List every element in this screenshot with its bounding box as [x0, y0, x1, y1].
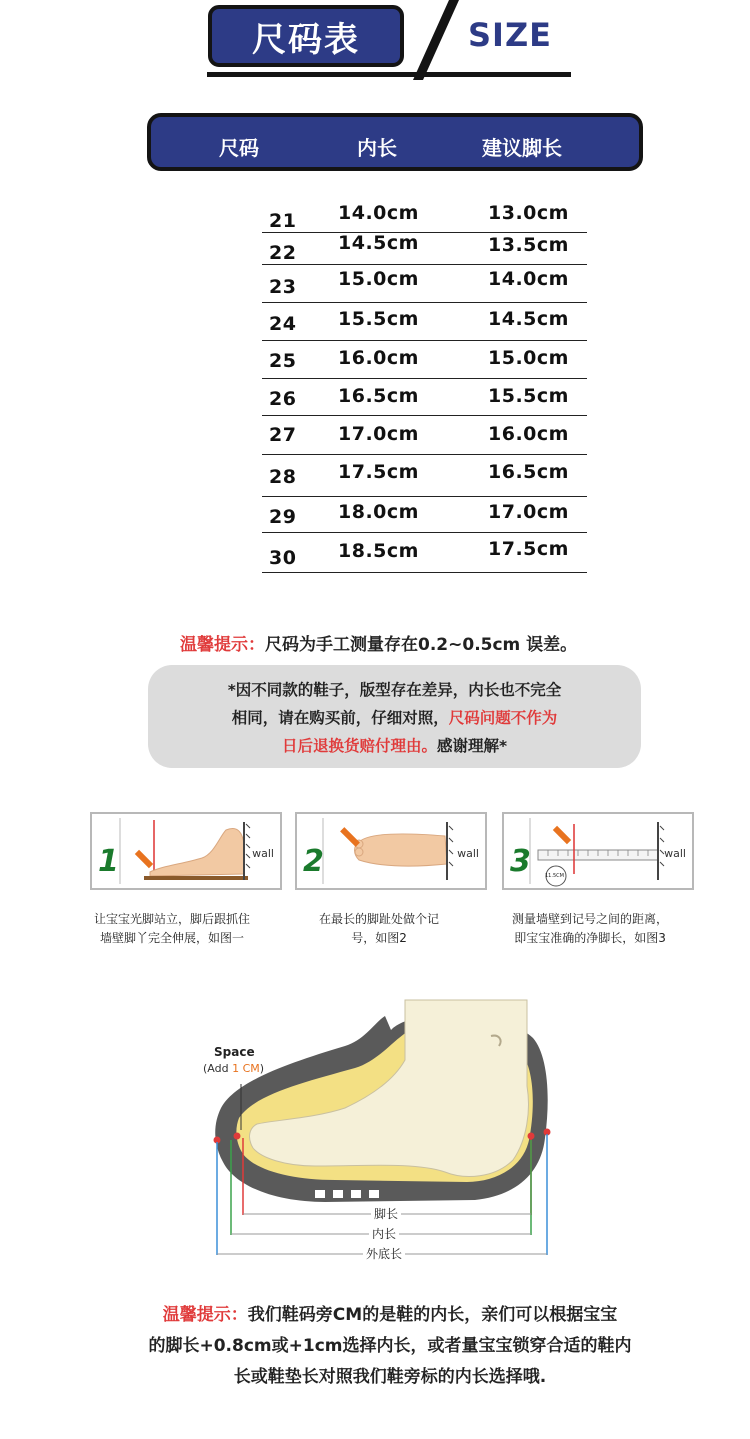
step-1-caption-line-1: 让宝宝光脚站立，脚后跟抓住 [94, 912, 251, 926]
table-row [262, 232, 587, 265]
size-cell: 23 [269, 276, 297, 298]
size-cell: 29 [269, 506, 297, 528]
size-cell: 28 [269, 466, 297, 488]
col-header-foot-length: 建议脚长 [482, 136, 562, 160]
table-row [262, 264, 587, 303]
header-title-zh: 尺码表 [252, 19, 360, 60]
size-table-header [147, 113, 643, 171]
foot-length-cell: 17.5cm [488, 538, 569, 560]
table-row [262, 415, 587, 455]
foot-length-cell: 15.0cm [488, 347, 569, 369]
inner-length-label: 内长 [369, 1225, 399, 1242]
wall-label: wall [664, 847, 686, 860]
inner-length-cell: 15.0cm [338, 268, 419, 290]
tip-label: 温馨提示： [180, 635, 265, 655]
table-row [262, 532, 587, 573]
col-header-inner-length: 内长 [357, 136, 397, 160]
table-row [262, 496, 587, 533]
measurement-tip [180, 630, 577, 655]
inner-length-cell: 18.5cm [338, 540, 419, 562]
shoe-cross-section-diagram [195, 990, 565, 1265]
step-1-caption [94, 910, 250, 948]
notice-line-1: *因不同款的鞋子，版型存在差异，内长也不完全 [227, 681, 562, 699]
step-1-panel [90, 812, 282, 890]
table-row [262, 340, 587, 379]
foot-length-label: 脚长 [371, 1205, 401, 1222]
inner-length-cell: 17.5cm [338, 461, 419, 483]
notice-line-3-warning: 日后退换货赔付理由。 [281, 737, 437, 755]
tip-text: 尺码为手工测量存在0.2~0.5cm 误差。 [265, 635, 578, 655]
foot-length-cell: 14.0cm [488, 268, 569, 290]
advice-line-2: 的脚长+0.8cm或+1cm选择内长，或者量宝宝锁穿合适的鞋内 [148, 1336, 632, 1356]
foot-length-cell: 13.5cm [488, 234, 569, 256]
inner-length-cell: 16.5cm [338, 385, 419, 407]
size-cell: 21 [269, 210, 297, 232]
size-cell: 30 [269, 547, 297, 569]
sizing-advice [100, 1300, 680, 1393]
notice-line-3 [148, 732, 641, 760]
space-sub-value: 1 CM [232, 1062, 260, 1075]
advice-line-1-text: 我们鞋码旁CM的是鞋的内长，亲们可以根据宝宝 [247, 1305, 618, 1325]
header-underline [207, 72, 571, 77]
space-label: Space [214, 1045, 255, 1059]
space-sub-prefix: (Add [203, 1062, 233, 1075]
wall-label: wall [457, 847, 479, 860]
step-3-number: 3 [510, 844, 531, 879]
step-3-caption-line-2: 即宝宝准确的净脚长，如图3 [514, 931, 666, 945]
notice-line-2 [148, 704, 641, 732]
notice-line-3-text: 感谢理解* [436, 737, 508, 755]
space-sub-suffix: ) [259, 1062, 265, 1075]
step-1-number: 1 [98, 844, 119, 879]
step-2-caption-line-1: 在最长的脚趾处做个记 [319, 912, 440, 926]
step-2-panel [295, 812, 487, 890]
inner-length-cell: 14.5cm [338, 232, 419, 254]
foot-length-cell: 13.0cm [488, 202, 569, 224]
table-row [262, 198, 587, 233]
foot-length-cell: 15.5cm [488, 385, 569, 407]
ruler-reading: 11.5CM [545, 873, 564, 879]
col-header-size: 尺码 [219, 136, 259, 160]
foot-length-cell: 16.0cm [488, 423, 569, 445]
inner-length-cell: 14.0cm [338, 202, 419, 224]
step-3-caption [512, 910, 668, 948]
foot-length-cell: 17.0cm [488, 501, 569, 523]
step-1-caption-line-2: 墙壁脚丫完全伸展，如图一 [100, 931, 245, 945]
step-3-panel [502, 812, 694, 890]
step-2-caption-line-2: 号，如图2 [351, 931, 407, 945]
inner-length-cell: 15.5cm [338, 308, 419, 330]
advice-line-1 [100, 1300, 680, 1331]
size-cell: 22 [269, 242, 297, 264]
size-cell: 27 [269, 424, 297, 446]
advice-line-3: 长或鞋垫长对照我们鞋旁标的内长选择哦. [233, 1367, 547, 1387]
advice-label: 温馨提示： [162, 1305, 248, 1325]
size-cell: 25 [269, 350, 297, 372]
notice-line-2-warning: 尺码问题不作为 [448, 709, 558, 727]
step-2-number: 2 [303, 844, 324, 879]
inner-length-cell: 18.0cm [338, 501, 419, 523]
wall-label: wall [252, 847, 274, 860]
inner-length-cell: 16.0cm [338, 347, 419, 369]
size-cell: 24 [269, 313, 297, 335]
table-row [262, 378, 587, 416]
table-row [262, 302, 587, 341]
header-title-box [208, 5, 404, 67]
space-sublabel [203, 1062, 264, 1075]
notice-line-2-text: 相同，请在购买前，仔细对照， [231, 709, 449, 727]
outsole-length-label: 外底长 [363, 1245, 405, 1262]
inner-length-cell: 17.0cm [338, 423, 419, 445]
foot-length-cell: 14.5cm [488, 308, 569, 330]
foot-length-cell: 16.5cm [488, 461, 569, 483]
table-row [262, 454, 587, 497]
step-2-caption [319, 910, 439, 948]
size-cell: 26 [269, 388, 297, 410]
header-title-en: SIZE [468, 16, 553, 54]
notice-box [148, 665, 641, 768]
step-3-caption-line-1: 测量墙壁到记号之间的距离， [512, 912, 669, 926]
header-slash-icon [405, 0, 465, 80]
